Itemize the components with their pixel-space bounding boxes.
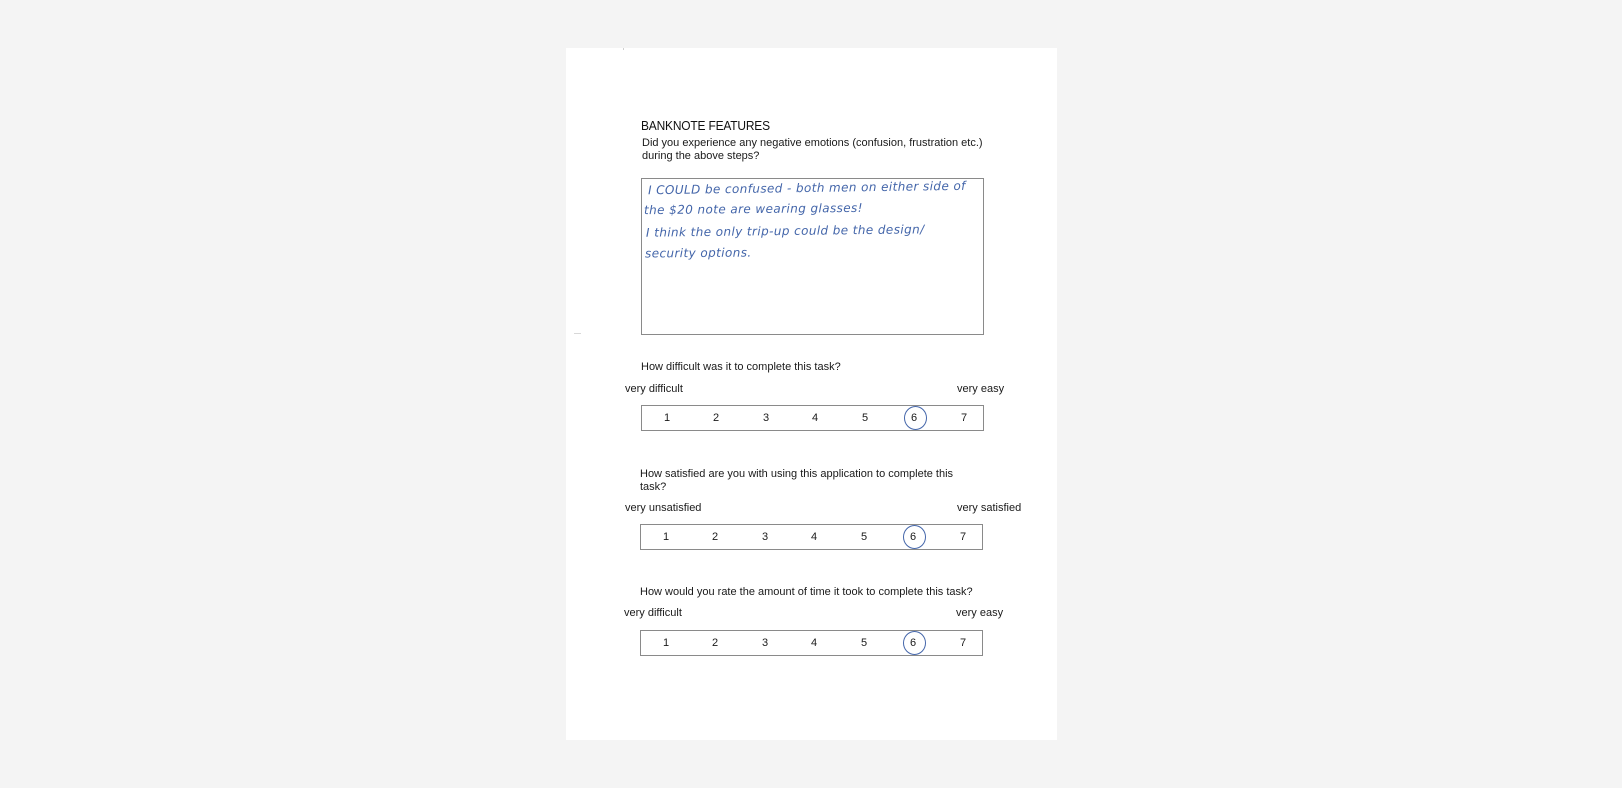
scale-option-7[interactable]: 7 — [959, 637, 967, 649]
scale-option-2[interactable]: 2 — [711, 637, 719, 649]
time-question: How would you rate the amount of time it took to complete this task? — [640, 586, 973, 598]
scale-option-2[interactable]: 2 — [711, 531, 719, 543]
satisfaction-right-anchor: very satisfied — [957, 502, 1022, 514]
section-title: BANKNOTE FEATURES — [641, 118, 770, 133]
satisfaction-left-anchor: very unsatisfied — [625, 502, 702, 514]
questionnaire-page — [566, 48, 1057, 740]
emotions-answer-box[interactable] — [641, 178, 984, 335]
scale-option-5[interactable]: 5 — [860, 637, 868, 649]
difficulty-scale[interactable] — [641, 405, 984, 431]
scale-option-4[interactable]: 4 — [810, 637, 818, 649]
scale-option-6[interactable]: 6 — [910, 412, 918, 424]
difficulty-question: How difficult was it to complete this task? — [641, 361, 841, 373]
scale-option-3[interactable]: 3 — [761, 531, 769, 543]
scale-option-7[interactable]: 7 — [959, 531, 967, 543]
scale-option-5[interactable]: 5 — [860, 531, 868, 543]
scale-option-3[interactable]: 3 — [761, 637, 769, 649]
page-tick-mark — [623, 48, 624, 50]
scale-option-6[interactable]: 6 — [909, 531, 917, 543]
selected-circle-mark — [903, 631, 926, 655]
scale-option-7[interactable]: 7 — [960, 412, 968, 424]
handwritten-line: the $20 note are wearing glasses! — [643, 200, 863, 218]
scale-option-2[interactable]: 2 — [712, 412, 720, 424]
scale-option-1[interactable]: 1 — [662, 531, 670, 543]
scale-option-4[interactable]: 4 — [810, 531, 818, 543]
scale-option-3[interactable]: 3 — [762, 412, 770, 424]
scale-option-6[interactable]: 6 — [909, 637, 917, 649]
scale-option-1[interactable]: 1 — [663, 412, 671, 424]
scale-option-1[interactable]: 1 — [662, 637, 670, 649]
time-right-anchor: very easy — [956, 607, 1004, 619]
time-scale[interactable] — [640, 630, 983, 656]
time-left-anchor: very difficult — [624, 607, 682, 619]
scale-option-5[interactable]: 5 — [861, 412, 869, 424]
emotions-question: Did you experience any negative emotions (confusion, frustration etc.) during the above steps? — [642, 137, 983, 162]
handwritten-line: I COULD be confused - both men on either side of — [647, 178, 966, 198]
selected-circle-mark — [903, 525, 926, 549]
difficulty-right-anchor: very easy — [957, 383, 1005, 395]
satisfaction-scale[interactable] — [640, 524, 983, 550]
page-margin-mark — [574, 333, 581, 334]
handwritten-line: I think the only trip-up could be the design/ — [645, 222, 925, 240]
handwritten-line: security options. — [644, 245, 752, 261]
selected-circle-mark — [904, 406, 927, 430]
scale-option-4[interactable]: 4 — [811, 412, 819, 424]
satisfaction-question: How satisfied are you with using this application to complete this task? — [640, 468, 954, 493]
difficulty-left-anchor: very difficult — [625, 383, 683, 395]
